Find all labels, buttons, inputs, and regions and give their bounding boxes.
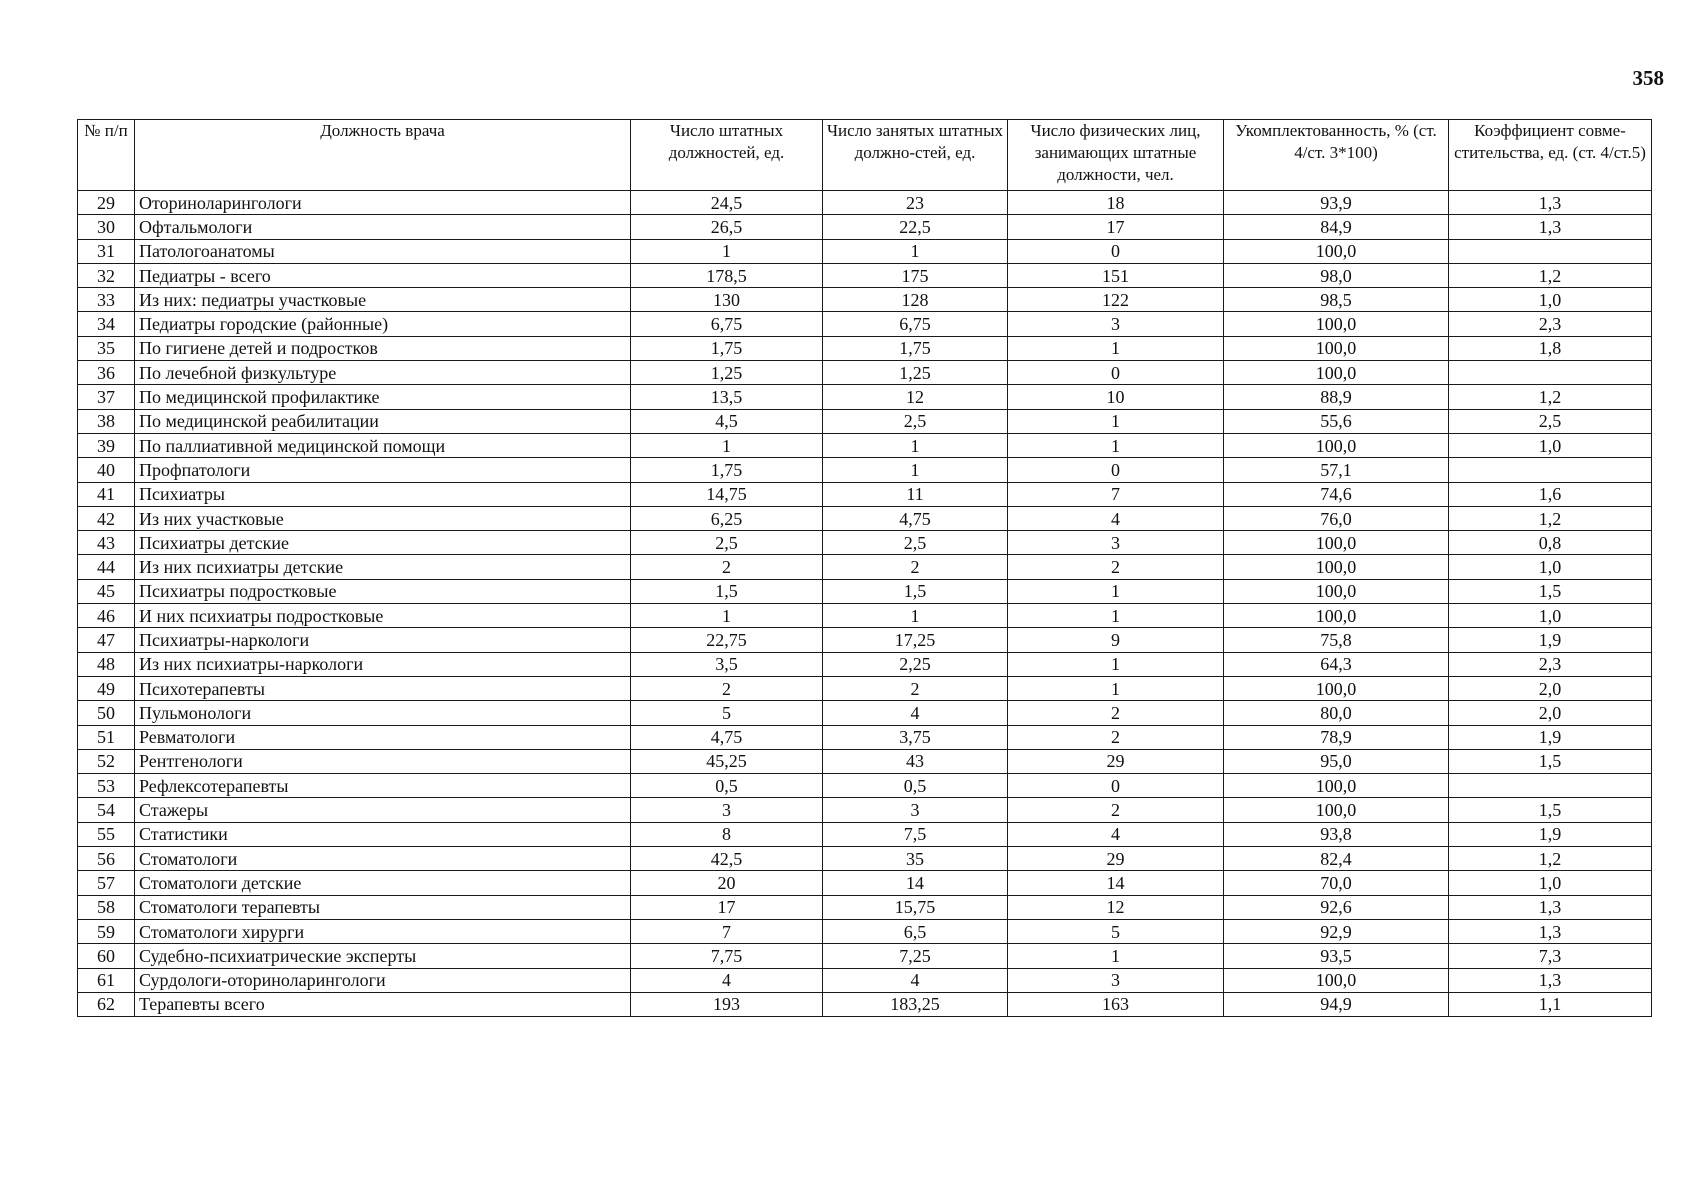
header-number: № п/п (78, 120, 135, 191)
combination-coefficient-cell: 1,2 (1449, 385, 1652, 409)
staff-positions-cell: 1,5 (631, 579, 823, 603)
staffing-rate-cell: 64,3 (1224, 652, 1449, 676)
physical-persons-cell: 3 (1008, 968, 1224, 992)
table-row (78, 458, 1652, 482)
table-row (78, 774, 1652, 798)
position-name-cell: Ревматологи (135, 725, 631, 749)
table-row (78, 944, 1652, 968)
table-row (78, 409, 1652, 433)
table-row (78, 749, 1652, 773)
occupied-positions-cell: 3 (823, 798, 1008, 822)
staff-positions-cell: 7 (631, 919, 823, 943)
header-physical-persons: Число физических лиц, занимающих штатные должности, чел. (1008, 120, 1224, 191)
staffing-rate-cell: 100,0 (1224, 676, 1449, 700)
row-number-cell: 48 (78, 652, 135, 676)
staff-positions-cell: 0,5 (631, 774, 823, 798)
staff-positions-cell: 1,75 (631, 458, 823, 482)
table-row (78, 798, 1652, 822)
staffing-rate-cell: 100,0 (1224, 531, 1449, 555)
row-number-cell: 58 (78, 895, 135, 919)
row-number-cell: 50 (78, 701, 135, 725)
staffing-rate-cell: 100,0 (1224, 579, 1449, 603)
staffing-rate-cell: 93,8 (1224, 822, 1449, 846)
occupied-positions-cell: 1,5 (823, 579, 1008, 603)
staff-positions-cell: 1 (631, 433, 823, 457)
staff-positions-cell: 17 (631, 895, 823, 919)
row-number-cell: 34 (78, 312, 135, 336)
position-name-cell: Оториноларингологи (135, 191, 631, 215)
staff-positions-cell: 1 (631, 604, 823, 628)
staff-positions-cell: 7,75 (631, 944, 823, 968)
physical-persons-cell: 7 (1008, 482, 1224, 506)
occupied-positions-cell: 1 (823, 458, 1008, 482)
occupied-positions-cell: 1 (823, 604, 1008, 628)
staffing-rate-cell: 100,0 (1224, 604, 1449, 628)
staffing-rate-cell: 98,0 (1224, 263, 1449, 287)
physical-persons-cell: 14 (1008, 871, 1224, 895)
table-row (78, 555, 1652, 579)
combination-coefficient-cell (1449, 774, 1652, 798)
staffing-rate-cell: 95,0 (1224, 749, 1449, 773)
row-number-cell: 36 (78, 361, 135, 385)
row-number-cell: 47 (78, 628, 135, 652)
table-row (78, 822, 1652, 846)
combination-coefficient-cell: 2,3 (1449, 652, 1652, 676)
physical-persons-cell: 163 (1008, 992, 1224, 1016)
row-number-cell: 44 (78, 555, 135, 579)
staff-positions-cell: 2 (631, 555, 823, 579)
row-number-cell: 39 (78, 433, 135, 457)
combination-coefficient-cell: 2,3 (1449, 312, 1652, 336)
staffing-rate-cell: 100,0 (1224, 774, 1449, 798)
position-name-cell: Профпатологи (135, 458, 631, 482)
physical-persons-cell: 151 (1008, 263, 1224, 287)
row-number-cell: 52 (78, 749, 135, 773)
physical-persons-cell: 18 (1008, 191, 1224, 215)
combination-coefficient-cell: 1,3 (1449, 968, 1652, 992)
occupied-positions-cell: 43 (823, 749, 1008, 773)
table-row (78, 215, 1652, 239)
staffing-rate-cell: 100,0 (1224, 555, 1449, 579)
position-name-cell: Пульмонологи (135, 701, 631, 725)
combination-coefficient-cell: 1,2 (1449, 847, 1652, 871)
combination-coefficient-cell: 1,0 (1449, 604, 1652, 628)
occupied-positions-cell: 17,25 (823, 628, 1008, 652)
position-name-cell: По лечебной физкультуре (135, 361, 631, 385)
table-body (78, 191, 1652, 1017)
staff-positions-cell: 20 (631, 871, 823, 895)
physical-persons-cell: 1 (1008, 579, 1224, 603)
staff-positions-cell: 178,5 (631, 263, 823, 287)
staff-positions-cell: 6,75 (631, 312, 823, 336)
combination-coefficient-cell: 1,5 (1449, 579, 1652, 603)
table-row (78, 531, 1652, 555)
row-number-cell: 54 (78, 798, 135, 822)
combination-coefficient-cell: 1,0 (1449, 555, 1652, 579)
table-row (78, 385, 1652, 409)
position-name-cell: Из них: педиатры участковые (135, 288, 631, 312)
staff-positions-cell: 26,5 (631, 215, 823, 239)
physical-persons-cell: 0 (1008, 458, 1224, 482)
position-name-cell: Офтальмологи (135, 215, 631, 239)
staff-positions-cell: 3,5 (631, 652, 823, 676)
combination-coefficient-cell: 1,9 (1449, 628, 1652, 652)
staff-positions-cell: 2 (631, 676, 823, 700)
staffing-rate-cell: 92,9 (1224, 919, 1449, 943)
position-name-cell: Психотерапевты (135, 676, 631, 700)
table-row (78, 652, 1652, 676)
physical-persons-cell: 29 (1008, 749, 1224, 773)
combination-coefficient-cell: 1,0 (1449, 433, 1652, 457)
occupied-positions-cell: 12 (823, 385, 1008, 409)
occupied-positions-cell: 2 (823, 676, 1008, 700)
combination-coefficient-cell: 2,0 (1449, 676, 1652, 700)
combination-coefficient-cell: 2,5 (1449, 409, 1652, 433)
row-number-cell: 43 (78, 531, 135, 555)
position-name-cell: Из них участковые (135, 506, 631, 530)
staffing-rate-cell: 75,8 (1224, 628, 1449, 652)
table-row (78, 628, 1652, 652)
position-name-cell: Педиатры - всего (135, 263, 631, 287)
occupied-positions-cell: 128 (823, 288, 1008, 312)
row-number-cell: 40 (78, 458, 135, 482)
row-number-cell: 45 (78, 579, 135, 603)
occupied-positions-cell: 22,5 (823, 215, 1008, 239)
position-name-cell: Психиатры подростковые (135, 579, 631, 603)
physical-persons-cell: 0 (1008, 361, 1224, 385)
staff-positions-cell: 45,25 (631, 749, 823, 773)
occupied-positions-cell: 2 (823, 555, 1008, 579)
occupied-positions-cell: 175 (823, 263, 1008, 287)
combination-coefficient-cell (1449, 458, 1652, 482)
combination-coefficient-cell (1449, 239, 1652, 263)
combination-coefficient-cell: 2,0 (1449, 701, 1652, 725)
combination-coefficient-cell: 1,1 (1449, 992, 1652, 1016)
table-header-row (78, 120, 1652, 191)
position-name-cell: Рефлексотерапевты (135, 774, 631, 798)
table-row (78, 239, 1652, 263)
table-row (78, 968, 1652, 992)
occupied-positions-cell: 7,25 (823, 944, 1008, 968)
physical-persons-cell: 0 (1008, 774, 1224, 798)
staff-positions-cell: 3 (631, 798, 823, 822)
row-number-cell: 55 (78, 822, 135, 846)
physical-persons-cell: 2 (1008, 701, 1224, 725)
combination-coefficient-cell: 1,2 (1449, 263, 1652, 287)
occupied-positions-cell: 35 (823, 847, 1008, 871)
row-number-cell: 46 (78, 604, 135, 628)
physical-persons-cell: 1 (1008, 676, 1224, 700)
staffing-rate-cell: 98,5 (1224, 288, 1449, 312)
table-row (78, 847, 1652, 871)
occupied-positions-cell: 6,75 (823, 312, 1008, 336)
staff-positions-cell: 4 (631, 968, 823, 992)
row-number-cell: 51 (78, 725, 135, 749)
occupied-positions-cell: 4 (823, 701, 1008, 725)
staffing-rate-cell: 94,9 (1224, 992, 1449, 1016)
physical-persons-cell: 1 (1008, 944, 1224, 968)
position-name-cell: Стоматологи терапевты (135, 895, 631, 919)
table-row (78, 312, 1652, 336)
position-name-cell: Психиатры (135, 482, 631, 506)
physical-persons-cell: 3 (1008, 531, 1224, 555)
position-name-cell: По медицинской реабилитации (135, 409, 631, 433)
row-number-cell: 38 (78, 409, 135, 433)
position-name-cell: Из них психиатры детские (135, 555, 631, 579)
staffing-rate-cell: 80,0 (1224, 701, 1449, 725)
staff-positions-cell: 13,5 (631, 385, 823, 409)
occupied-positions-cell: 1,25 (823, 361, 1008, 385)
physical-persons-cell: 2 (1008, 798, 1224, 822)
physical-persons-cell: 2 (1008, 725, 1224, 749)
table-row (78, 336, 1652, 360)
position-name-cell: Психиатры детские (135, 531, 631, 555)
staffing-rate-cell: 78,9 (1224, 725, 1449, 749)
position-name-cell: Судебно-психиатрические эксперты (135, 944, 631, 968)
physical-persons-cell: 0 (1008, 239, 1224, 263)
staff-positions-cell: 5 (631, 701, 823, 725)
combination-coefficient-cell: 1,0 (1449, 288, 1652, 312)
staff-positions-cell: 4,75 (631, 725, 823, 749)
occupied-positions-cell: 14 (823, 871, 1008, 895)
staffing-rate-cell: 100,0 (1224, 361, 1449, 385)
staff-positions-cell: 6,25 (631, 506, 823, 530)
staffing-rate-cell: 74,6 (1224, 482, 1449, 506)
physical-persons-cell: 4 (1008, 506, 1224, 530)
table-row (78, 506, 1652, 530)
staff-positions-cell: 2,5 (631, 531, 823, 555)
table-row (78, 701, 1652, 725)
combination-coefficient-cell: 0,8 (1449, 531, 1652, 555)
row-number-cell: 32 (78, 263, 135, 287)
combination-coefficient-cell: 7,3 (1449, 944, 1652, 968)
occupied-positions-cell: 7,5 (823, 822, 1008, 846)
position-name-cell: Стоматологи детские (135, 871, 631, 895)
staffing-table (77, 119, 1652, 1017)
occupied-positions-cell: 4,75 (823, 506, 1008, 530)
physical-persons-cell: 122 (1008, 288, 1224, 312)
staffing-rate-cell: 55,6 (1224, 409, 1449, 433)
occupied-positions-cell: 183,25 (823, 992, 1008, 1016)
occupied-positions-cell: 2,5 (823, 531, 1008, 555)
position-name-cell: Стоматологи хирурги (135, 919, 631, 943)
physical-persons-cell: 3 (1008, 312, 1224, 336)
physical-persons-cell: 12 (1008, 895, 1224, 919)
combination-coefficient-cell: 1,6 (1449, 482, 1652, 506)
table-row (78, 191, 1652, 215)
staff-positions-cell: 24,5 (631, 191, 823, 215)
combination-coefficient-cell: 1,3 (1449, 191, 1652, 215)
table-row (78, 288, 1652, 312)
staff-positions-cell: 14,75 (631, 482, 823, 506)
staff-positions-cell: 1,25 (631, 361, 823, 385)
row-number-cell: 33 (78, 288, 135, 312)
position-name-cell: Патологоанатомы (135, 239, 631, 263)
header-staffing-rate: Укомплектованность, % (ст. 4/ст. 3*100) (1224, 120, 1449, 191)
staff-positions-cell: 22,75 (631, 628, 823, 652)
position-name-cell: Из них психиатры-наркологи (135, 652, 631, 676)
physical-persons-cell: 1 (1008, 409, 1224, 433)
combination-coefficient-cell: 1,5 (1449, 749, 1652, 773)
occupied-positions-cell: 11 (823, 482, 1008, 506)
staffing-rate-cell: 82,4 (1224, 847, 1449, 871)
row-number-cell: 30 (78, 215, 135, 239)
staffing-rate-cell: 76,0 (1224, 506, 1449, 530)
row-number-cell: 56 (78, 847, 135, 871)
table-row (78, 361, 1652, 385)
position-name-cell: Статистики (135, 822, 631, 846)
physical-persons-cell: 1 (1008, 652, 1224, 676)
occupied-positions-cell: 2,5 (823, 409, 1008, 433)
staffing-rate-cell: 100,0 (1224, 239, 1449, 263)
row-number-cell: 61 (78, 968, 135, 992)
staff-positions-cell: 1,75 (631, 336, 823, 360)
position-name-cell: Рентгенологи (135, 749, 631, 773)
table-row (78, 676, 1652, 700)
physical-persons-cell: 1 (1008, 336, 1224, 360)
position-name-cell: Педиатры городские (районные) (135, 312, 631, 336)
staffing-rate-cell: 57,1 (1224, 458, 1449, 482)
combination-coefficient-cell: 1,3 (1449, 919, 1652, 943)
staffing-rate-cell: 84,9 (1224, 215, 1449, 239)
combination-coefficient-cell: 1,3 (1449, 895, 1652, 919)
physical-persons-cell: 1 (1008, 433, 1224, 457)
position-name-cell: Стоматологи (135, 847, 631, 871)
table-row (78, 604, 1652, 628)
staffing-rate-cell: 88,9 (1224, 385, 1449, 409)
table-row (78, 992, 1652, 1016)
row-number-cell: 42 (78, 506, 135, 530)
physical-persons-cell: 5 (1008, 919, 1224, 943)
row-number-cell: 49 (78, 676, 135, 700)
position-name-cell: Стажеры (135, 798, 631, 822)
combination-coefficient-cell: 1,9 (1449, 725, 1652, 749)
position-name-cell: И них психиатры подростковые (135, 604, 631, 628)
physical-persons-cell: 17 (1008, 215, 1224, 239)
table-row (78, 919, 1652, 943)
physical-persons-cell: 2 (1008, 555, 1224, 579)
occupied-positions-cell: 2,25 (823, 652, 1008, 676)
combination-coefficient-cell: 1,2 (1449, 506, 1652, 530)
occupied-positions-cell: 1 (823, 433, 1008, 457)
occupied-positions-cell: 23 (823, 191, 1008, 215)
staffing-rate-cell: 93,9 (1224, 191, 1449, 215)
staff-positions-cell: 193 (631, 992, 823, 1016)
row-number-cell: 37 (78, 385, 135, 409)
position-name-cell: По медицинской профилактике (135, 385, 631, 409)
header-occupied-positions: Число занятых штатных должно-стей, ед. (823, 120, 1008, 191)
combination-coefficient-cell: 1,8 (1449, 336, 1652, 360)
staffing-rate-cell: 100,0 (1224, 968, 1449, 992)
combination-coefficient-cell: 1,9 (1449, 822, 1652, 846)
row-number-cell: 29 (78, 191, 135, 215)
staff-positions-cell: 130 (631, 288, 823, 312)
occupied-positions-cell: 15,75 (823, 895, 1008, 919)
occupied-positions-cell: 6,5 (823, 919, 1008, 943)
physical-persons-cell: 4 (1008, 822, 1224, 846)
staff-positions-cell: 8 (631, 822, 823, 846)
row-number-cell: 31 (78, 239, 135, 263)
position-name-cell: Сурдологи-оториноларингологи (135, 968, 631, 992)
staffing-rate-cell: 70,0 (1224, 871, 1449, 895)
occupied-positions-cell: 1 (823, 239, 1008, 263)
row-number-cell: 62 (78, 992, 135, 1016)
combination-coefficient-cell: 1,5 (1449, 798, 1652, 822)
position-name-cell: Терапевты всего (135, 992, 631, 1016)
occupied-positions-cell: 0,5 (823, 774, 1008, 798)
table-row (78, 433, 1652, 457)
position-name-cell: По гигиене детей и подростков (135, 336, 631, 360)
staff-positions-cell: 1 (631, 239, 823, 263)
staffing-rate-cell: 100,0 (1224, 433, 1449, 457)
header-position: Должность врача (135, 120, 631, 191)
header-combination-coefficient: Коэффициент совме-стительства, ед. (ст. 4/ст.5) (1449, 120, 1652, 191)
occupied-positions-cell: 4 (823, 968, 1008, 992)
position-name-cell: По паллиативной медицинской помощи (135, 433, 631, 457)
position-name-cell: Психиатры-наркологи (135, 628, 631, 652)
physical-persons-cell: 9 (1008, 628, 1224, 652)
row-number-cell: 57 (78, 871, 135, 895)
table-row (78, 871, 1652, 895)
staffing-rate-cell: 93,5 (1224, 944, 1449, 968)
staff-positions-cell: 42,5 (631, 847, 823, 871)
combination-coefficient-cell: 1,0 (1449, 871, 1652, 895)
staffing-rate-cell: 100,0 (1224, 336, 1449, 360)
table-row (78, 482, 1652, 506)
table-row (78, 263, 1652, 287)
row-number-cell: 41 (78, 482, 135, 506)
occupied-positions-cell: 3,75 (823, 725, 1008, 749)
table-row (78, 579, 1652, 603)
physical-persons-cell: 29 (1008, 847, 1224, 871)
occupied-positions-cell: 1,75 (823, 336, 1008, 360)
physical-persons-cell: 10 (1008, 385, 1224, 409)
row-number-cell: 59 (78, 919, 135, 943)
row-number-cell: 60 (78, 944, 135, 968)
row-number-cell: 35 (78, 336, 135, 360)
table-row (78, 895, 1652, 919)
header-staff-positions: Число штатных должностей, ед. (631, 120, 823, 191)
table-row (78, 725, 1652, 749)
page-number: 358 (1632, 66, 1664, 90)
combination-coefficient-cell (1449, 361, 1652, 385)
physical-persons-cell: 1 (1008, 604, 1224, 628)
staffing-rate-cell: 100,0 (1224, 798, 1449, 822)
staffing-rate-cell: 100,0 (1224, 312, 1449, 336)
staff-positions-cell: 4,5 (631, 409, 823, 433)
combination-coefficient-cell: 1,3 (1449, 215, 1652, 239)
row-number-cell: 53 (78, 774, 135, 798)
staffing-rate-cell: 92,6 (1224, 895, 1449, 919)
